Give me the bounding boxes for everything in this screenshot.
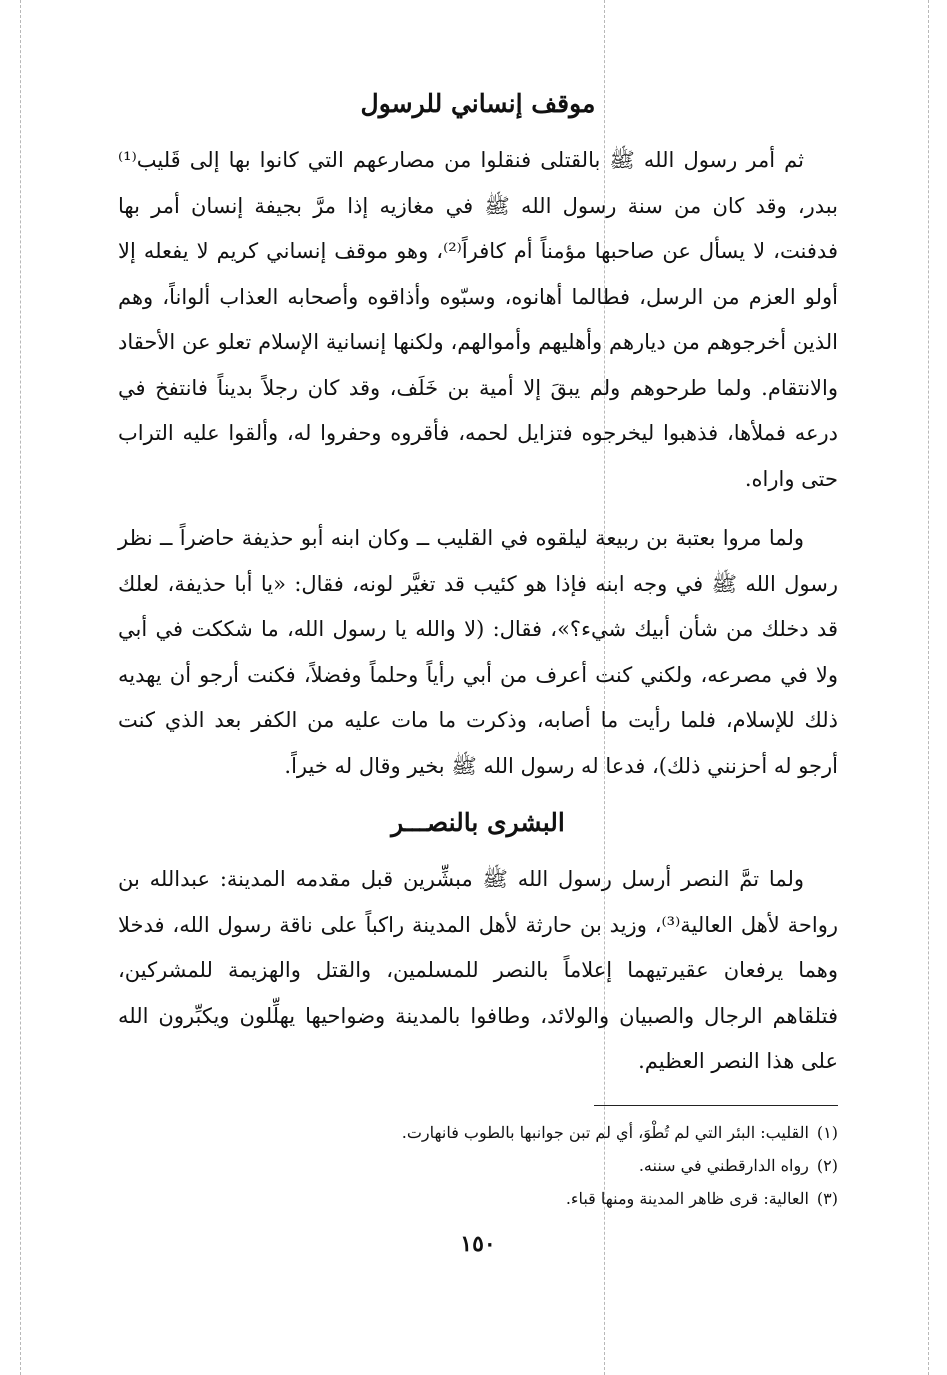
page-title: موقف إنساني للرسول xyxy=(360,89,596,118)
footnote-number: (١) xyxy=(816,1122,838,1142)
fold-guide-right xyxy=(928,0,929,1375)
footnote-number: (٢) xyxy=(816,1155,838,1175)
footnote-3 xyxy=(118,1182,838,1215)
page-number: ١٥٠ xyxy=(460,1230,496,1257)
fold-guide-left xyxy=(20,0,21,1375)
body-paragraph-1: ثم أمر رسول الله ﷺ بالقتلى فنقلوا من مصارعهم التي كانوا بها إلى قَليب⁽¹⁾ ببدر، وقد كان من سنة رسول الله ﷺ في مغازيه إذا مرَّ بجيفة إنسان أمر بها فدفنت، لا يسأل عن صاحبها مؤمناً أم كافراً⁽²⁾، وهو موقف إنساني كريم لا يفعله إلا أولو العزم من الرسل، فطالما أهانوه، وسبّوه وأذاقوه وأصحابه العذاب ألواناً، وهم الذين أخرجوهم من ديارهم وأهليهم وأموالهم، ولكنها إنسانية الإسلام تعلو عن الأحقاد والانتقام. ولما طرحوهم ولم يبقَ إلا أمية بن خَلَف، وقد كان رجلاً بديناً فانتفخ في درعه فملأها، فذهبوا ليخرجوه فتزايل لحمه، فأقروه وحفروا له، وألقوا عليه التراب حتى واراه. xyxy=(118,148,838,491)
footnote-2 xyxy=(118,1149,838,1182)
section-title: البشرى بالنصـــر xyxy=(391,808,565,837)
footnote-text: رواه الدارقطني في سننه. xyxy=(638,1155,809,1175)
footnote-text: القليب: البئر التي لم تُطْوَ، أي لم تبن جوانبها بالطوب فانهارت. xyxy=(401,1122,809,1142)
footnote-divider xyxy=(594,1105,838,1106)
document-page xyxy=(118,78,838,1257)
footnotes xyxy=(118,1116,838,1215)
footnote-1 xyxy=(118,1116,838,1149)
body-paragraph-2: ولما مروا بعتبة بن ربيعة ليلقوه في القليب ــ وكان ابنه أبو حذيفة حاضراً ــ نظر رسول الله ﷺ في وجه ابنه فإذا هو كئيب قد تغيَّر لونه، فقال: «يا أبا حذيفة، لعلك قد دخلك من شأن أبيك شيء؟»، فقال: (لا والله يا رسول الله، ما شككت في أبي ولا في مصرعه، ولكني كنت أعرف من أبي رأياً وحلماً وفضلاً، فكنت أرجو أن يهديه ذلك للإسلام، فلما رأيت ما أصابه، وذكرت ما مات عليه من الكفر بعد الذي كنت أرجو له أحزنني ذلك)، فدعا له رسول الله ﷺ بخير وقال له خيراً. xyxy=(118,526,838,778)
footnote-number: (٣) xyxy=(816,1188,838,1208)
footnote-text: العالية: قرى ظاهر المدينة ومنها قباء. xyxy=(565,1188,809,1208)
body-paragraph-3: ولما تمَّ النصر أرسل رسول الله ﷺ مبشِّرين قبل مقدمه المدينة: عبدالله بن رواحة لأهل العالية⁽³⁾، وزيد بن حارثة لأهل المدينة راكباً على ناقة رسول الله، فدخلا وهما يرفعان عقيرتيهما إعلاماً بالنصر للمسلمين، والقتل والهزيمة للمشركين، فتلقاهم الرجال والصبيان والولائد، وطافوا بالمدينة وضواحيها يهلِّلون ويكبِّرون الله على هذا النصر العظيم. xyxy=(118,867,839,1073)
